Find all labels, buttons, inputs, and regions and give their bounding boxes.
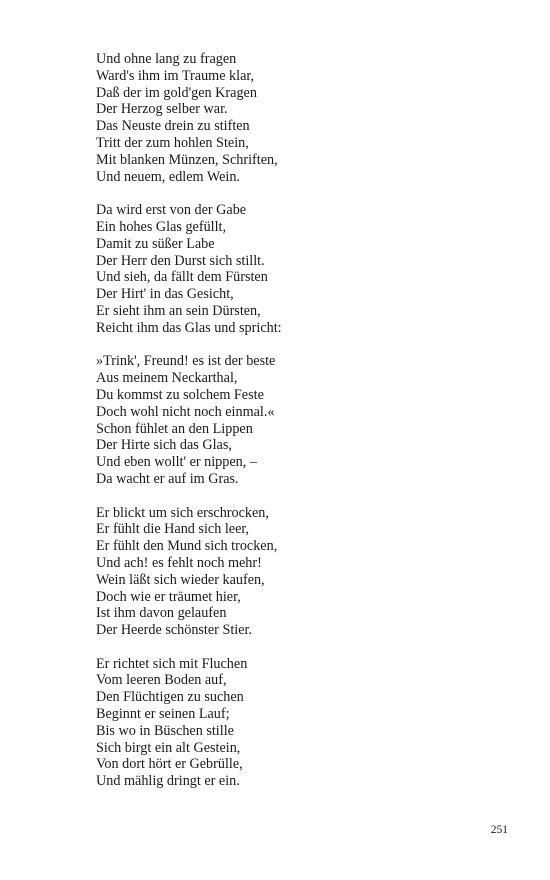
verse-line: Er fühlt die Hand sich leer, (96, 521, 250, 538)
verse-line: Ward's ihm im Traume klar, (96, 67, 255, 84)
verse-line: Und mählig dringt er ein. (96, 773, 240, 790)
verse-line: Er blickt um sich erschrocken, (96, 504, 269, 521)
stanza-1 (96, 51, 496, 185)
page-number: 251 (490, 824, 508, 836)
verse-line: Sich birgt ein alt Gestein, (96, 739, 241, 756)
verse-line: Der Heerde schönster Stier. (96, 622, 253, 639)
stanza-3 (96, 353, 496, 487)
verse-line: Wein läßt sich wieder kaufen, (96, 571, 265, 588)
stanza-4 (96, 505, 496, 639)
verse-line: Und ach! es fehlt noch mehr! (96, 554, 262, 571)
verse-line: Aus meinem Neckarthal, (96, 370, 238, 387)
stanza-5 (96, 656, 496, 790)
verse-line: Ein hohes Glas gefüllt, (96, 218, 227, 235)
verse-line: Beginnt er seinen Lauf; (96, 706, 230, 723)
verse-line: Er richtet sich mit Fluchen (96, 655, 248, 672)
verse-line: Vom leeren Boden auf, (96, 672, 227, 689)
poem-body (96, 51, 496, 807)
verse-line: Und neuem, edlem Wein. (96, 168, 240, 185)
verse-line: Und ohne lang zu fragen (96, 51, 237, 67)
verse-line: Der Herr den Durst sich stillt. (96, 252, 265, 269)
verse-line: Du kommst zu solchem Feste (96, 386, 264, 403)
verse-line: Von dort hört er Gebrülle, (96, 756, 243, 773)
verse-line: Tritt der zum hohlen Stein, (96, 134, 249, 151)
verse-line: Damit zu süßer Labe (96, 235, 215, 252)
verse-line: Reicht ihm das Glas und spricht: (96, 319, 282, 336)
verse-line: Den Flüchtigen zu suchen (96, 689, 244, 706)
verse-line: Bis wo in Büschen stille (96, 722, 234, 739)
stanza-2 (96, 202, 496, 336)
verse-line: Da wird erst von der Gabe (96, 202, 247, 219)
verse-line: Der Hirt' in das Gesicht, (96, 286, 234, 303)
verse-line: Mit blanken Münzen, Schriften, (96, 151, 278, 168)
verse-line: Und sieh, da fällt dem Fürsten (96, 269, 268, 286)
verse-line: Da wacht er auf im Gras. (96, 470, 239, 487)
verse-line: Das Neuste drein zu stiften (96, 118, 250, 135)
verse-line: Doch wohl nicht noch einmal.« (96, 403, 275, 420)
verse-line: Daß der im gold'gen Kragen (96, 84, 257, 101)
verse-line: Ist ihm davon gelaufen (96, 605, 227, 622)
verse-line: Doch wie er träumet hier, (96, 588, 241, 605)
verse-line: »Trink', Freund! es ist der beste (96, 353, 276, 370)
verse-line: Er sieht ihm an sein Dürsten, (96, 302, 261, 319)
verse-line: Er fühlt den Mund sich trocken, (96, 538, 278, 555)
verse-line: Und eben wollt' er nippen, – (96, 454, 257, 471)
verse-line: Der Herzog selber war. (96, 101, 228, 118)
verse-line: Schon fühlet an den Lippen (96, 420, 253, 437)
verse-line: Der Hirte sich das Glas, (96, 437, 232, 454)
